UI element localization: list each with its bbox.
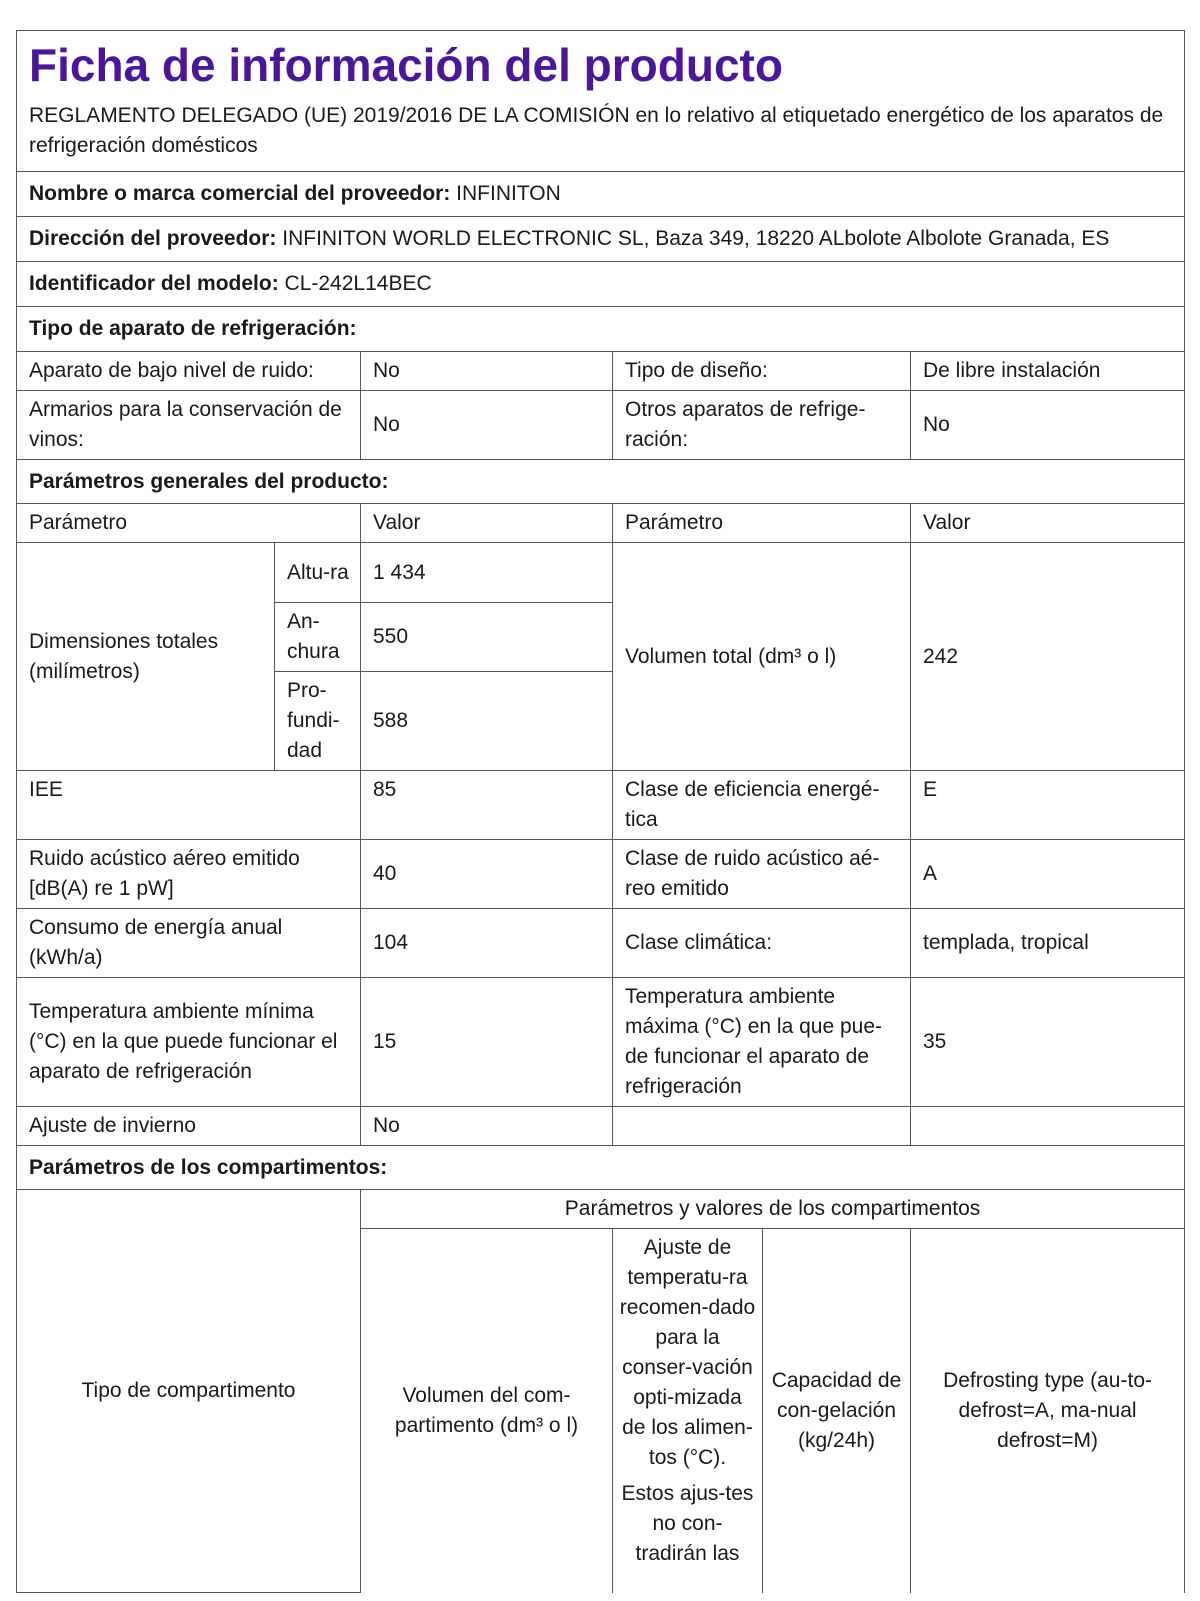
general-params-heading: Parámetros generales del producto: (17, 460, 1185, 504)
depth-label: Pro-fundi-dad (275, 672, 361, 771)
dimensions-label: Dimensiones totales (milímetros) (17, 543, 275, 771)
other-appliance-value: No (911, 391, 1185, 460)
other-appliance-label: Otros aparatos de refrige-ración: (613, 391, 911, 460)
product-sheet-table (16, 30, 1185, 1593)
compartment-params-header: Parámetros y valores de los compartimentos (361, 1190, 1185, 1229)
col-compartment-volume: Volumen del com-partimento (dm³ o l) (361, 1229, 613, 1593)
supplier-address-label: Dirección del proveedor: (29, 227, 277, 250)
height-value: 1 434 (361, 543, 613, 603)
col-compartment-type: Tipo de compartimento (17, 1190, 361, 1593)
supplier-name-row (17, 172, 1185, 217)
low-noise-value: No (361, 352, 613, 391)
empty-cell (613, 1107, 911, 1146)
page-title: Ficha de información del producto (17, 31, 1185, 96)
max-temp-label: Temperatura ambiente máxima (°C) en la que pue-de funcionar el aparato de refrigeración (613, 978, 911, 1107)
recommended-temp-note: Estos ajus-tes no con-tradirán las (621, 1482, 754, 1565)
annual-energy-label: Consumo de energía anual (kWh/a) (17, 909, 361, 978)
energy-class-value: E (911, 771, 1185, 840)
winter-setting-label: Ajuste de invierno (17, 1107, 361, 1146)
eei-label: IEE (17, 771, 361, 840)
noise-class-label: Clase de ruido acústico aé-reo emitido (613, 840, 911, 909)
col-parameter-1: Parámetro (17, 504, 361, 543)
wine-storage-value: No (361, 391, 613, 460)
climate-class-value: templada, tropical (911, 909, 1185, 978)
model-id-label: Identificador del modelo: (29, 272, 279, 295)
depth-value: 588 (361, 672, 613, 771)
model-id-row (17, 262, 1185, 307)
design-type-value: De libre instalación (911, 352, 1185, 391)
recommended-temp-text: Ajuste de temperatu-ra recomen-dado para la conser-vación opti-mizada de los alimen-tos (°C). (619, 1236, 756, 1469)
min-temp-value: 15 (361, 978, 613, 1107)
col-freezing-capacity: Capacidad de con-gelación (kg/24h) (763, 1229, 911, 1593)
design-type-label: Tipo de diseño: (613, 352, 911, 391)
noise-value: 40 (361, 840, 613, 909)
noise-class-value: A (911, 840, 1185, 909)
col-value-1: Valor (361, 504, 613, 543)
empty-cell (911, 1107, 1185, 1146)
width-value: 550 (361, 603, 613, 672)
col-recommended-temp (613, 1229, 763, 1593)
supplier-name-label: Nombre o marca comercial del proveedor: (29, 182, 451, 205)
eei-value: 85 (361, 771, 613, 840)
supplier-address-row (17, 217, 1185, 262)
compartments-heading: Parámetros de los compartimentos: (17, 1146, 1185, 1190)
model-id-value: CL-242L14BEC (284, 272, 432, 295)
total-volume-label: Volumen total (dm³ o l) (613, 543, 911, 771)
wine-storage-label: Armarios para la conservación de vinos: (17, 391, 361, 460)
regulation-text: REGLAMENTO DELEGADO (UE) 2019/2016 DE LA COMISIÓN en lo relativo al etiquetado energético de los aparatos de refrigeración domésticos (17, 95, 1185, 172)
total-volume-value: 242 (911, 543, 1185, 771)
low-noise-label: Aparato de bajo nivel de ruido: (17, 352, 361, 391)
col-value-2: Valor (911, 504, 1185, 543)
energy-class-label: Clase de eficiencia energé-tica (613, 771, 911, 840)
annual-energy-value: 104 (361, 909, 613, 978)
noise-label: Ruido acústico aéreo emitido [dB(A) re 1 pW] (17, 840, 361, 909)
height-label: Altu-ra (275, 543, 361, 603)
col-defrosting-type: Defrosting type (au-to-defrost=A, ma-nual defrost=M) (911, 1229, 1185, 1593)
max-temp-value: 35 (911, 978, 1185, 1107)
supplier-name-value: INFINITON (456, 182, 561, 205)
min-temp-label: Temperatura ambiente mínima (°C) en la que puede funcionar el aparato de refrigeración (17, 978, 361, 1107)
col-parameter-2: Parámetro (613, 504, 911, 543)
product-information-sheet (16, 30, 1184, 1593)
winter-setting-value: No (361, 1107, 613, 1146)
appliance-type-heading: Tipo de aparato de refrigeración: (17, 307, 1185, 352)
climate-class-label: Clase climática: (613, 909, 911, 978)
width-label: An-chura (275, 603, 361, 672)
supplier-address-value: INFINITON WORLD ELECTRONIC SL, Baza 349, 18220 ALbolote Albolote Granada, ES (282, 227, 1110, 250)
